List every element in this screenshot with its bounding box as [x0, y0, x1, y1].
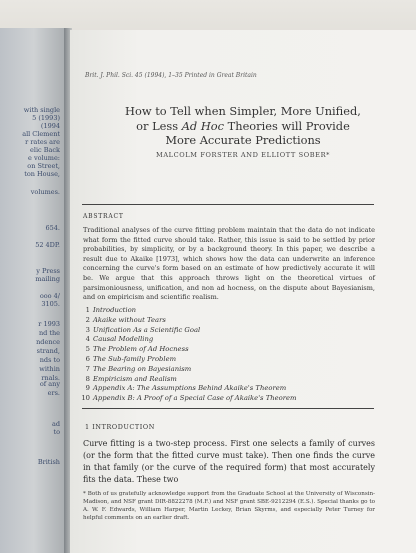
left-page-fragment: r rates are: [25, 138, 60, 146]
toc-item: [80, 355, 370, 365]
toc-item-label: The Problem of Ad Hocness: [93, 345, 189, 354]
toc-item-number: 4: [85, 335, 90, 344]
toc-item-number: 10: [81, 394, 90, 403]
toc-item: [80, 326, 370, 336]
toc-item: [80, 316, 370, 326]
left-page-fragment: r 1993: [38, 320, 60, 328]
left-page-fragment: with single: [23, 106, 60, 114]
toc-item-number: 6: [85, 354, 90, 363]
left-page-fragment: strand,: [36, 347, 60, 355]
toc-item-number: 8: [85, 374, 90, 383]
section-body-text: Curve fitting is a two-step process. First one selects a family of curves (or the form that the fitted curve must take). Then one finds the curve in that family (or the curve of the required form) that most accurately fits the data. These two: [83, 439, 375, 484]
toc-item: [80, 365, 370, 375]
journal-page: [70, 30, 416, 553]
left-facing-page: [0, 28, 66, 553]
toc-item-label: Unification As a Scientific Goal: [93, 325, 201, 334]
author-line: MALCOLM FORSTER AND ELLIOTT SOBER*: [155, 151, 331, 159]
toc-item-label: The Bearing on Bayesianism: [93, 364, 192, 373]
toc-item: [80, 375, 370, 385]
abstract-text: Traditional analyses of the curve fitting problem maintain that the data do not indicate what form the fitted curve should take. Rather, this issue is said to be settled by prior probabilities, by simplicity, or by a background theory. In this paper, we describe a result due to Akaike [1973], which shows how the data can underwrite an inference concerning the curve's form based on an estimate of how predictively accurate it will be. We argue that this approach throws light on the theoretical virtues of parsimoniousness, unification, and non ad hocness, on the dispute about Bayesianism, and on empiricism and scientific realism.: [83, 226, 375, 302]
toc-item: [80, 394, 370, 404]
table-of-contents: [80, 306, 370, 404]
toc-item-number: 7: [85, 364, 90, 373]
left-page-fragment: to: [53, 428, 60, 436]
toc-item-number: 9: [85, 384, 90, 393]
left-page-fragment: ton House,: [24, 170, 60, 178]
toc-item-label: Causal Modelling: [93, 335, 154, 344]
article-title: [70, 104, 416, 148]
left-page-fragment: rnals.: [41, 374, 60, 382]
left-page-fragment: elic Back: [30, 146, 60, 154]
left-page-fragment: of any: [39, 380, 60, 388]
toc-bottom-rule: [82, 408, 374, 409]
journal-citation: Brit. J. Phil. Sci. 45 (1994), 1–35 Printed in Great Britain: [85, 72, 257, 79]
left-page-fragment: all Clement: [22, 130, 60, 138]
abstract-heading: ABSTRACT: [83, 213, 124, 220]
toc-item: [80, 335, 370, 345]
toc-item-label: Introduction: [93, 306, 137, 314]
title-italic-ad-hoc: Ad Hoc: [181, 118, 225, 133]
title-line-1: How to Tell when Simpler, More Unified,: [125, 104, 361, 118]
left-page-fragment: volumes.: [30, 188, 60, 196]
toc-item: [80, 345, 370, 355]
left-page-fragment: 5 (1993): [32, 114, 60, 122]
toc-item-label: Appendix A: The Assumptions Behind Akaike's Theorem: [93, 384, 287, 393]
toc-item-label: Akaike without Tears: [93, 315, 166, 324]
left-page-fragment: 654.: [45, 224, 60, 232]
left-page-fragment: ers.: [47, 389, 60, 397]
toc-item-number: 3: [85, 325, 90, 334]
footnote: * Both of us gratefully acknowledge support from the Graduate School at the University of Wisconsin-Madison, and NSF grant DIR-8822278 (M.F.) and NSF grant SBE-9212294 (E.S.). Special thanks go to A. W. F. Edwards, William Harper, Martin Leckey, Brian Skyrms, and especially Peter Turney for helpful comments on an earlier draft.: [83, 491, 375, 521]
toc-item-label: Appendix B: A Proof of a Special Case of Akaike's Theorem: [93, 394, 297, 403]
toc-item-number: 5: [85, 345, 90, 354]
left-page-fragment: within: [39, 365, 60, 373]
left-page-fragment: on Street,: [27, 162, 60, 170]
title-line-2: [70, 119, 416, 134]
left-page-fragment: y Press: [36, 267, 60, 275]
left-page-fragment: e volume:: [28, 154, 60, 162]
left-page-fragment: ad: [51, 420, 60, 428]
left-page-fragment: 52 4DP.: [35, 241, 60, 249]
toc-item-label: Empiricism and Realism: [93, 374, 177, 383]
toc-item-number: 1: [85, 306, 90, 314]
left-page-fragment: (1994: [40, 122, 60, 130]
left-page-fragment: ooo 4/: [39, 292, 60, 300]
abstract-top-rule: [82, 204, 374, 205]
left-page-fragment: nds to: [39, 356, 60, 364]
toc-item-number: 2: [85, 315, 90, 324]
toc-item: [80, 384, 370, 394]
title-line-2-end: Theories will Provide: [224, 118, 350, 133]
left-page-fragment: ndence: [36, 338, 60, 346]
toc-item: [80, 306, 370, 316]
title-line-3: More Accurate Predictions: [165, 133, 321, 147]
left-page-fragment: British: [37, 458, 60, 466]
section-heading: 1 INTRODUCTION: [85, 423, 155, 431]
left-page-fragment: nd the: [38, 329, 60, 337]
left-page-fragment: 3105.: [41, 300, 60, 308]
left-page-fragment: mailing: [35, 275, 60, 283]
title-line-2-start: or Less: [136, 118, 182, 133]
toc-item-label: The Sub-family Problem: [93, 354, 177, 363]
